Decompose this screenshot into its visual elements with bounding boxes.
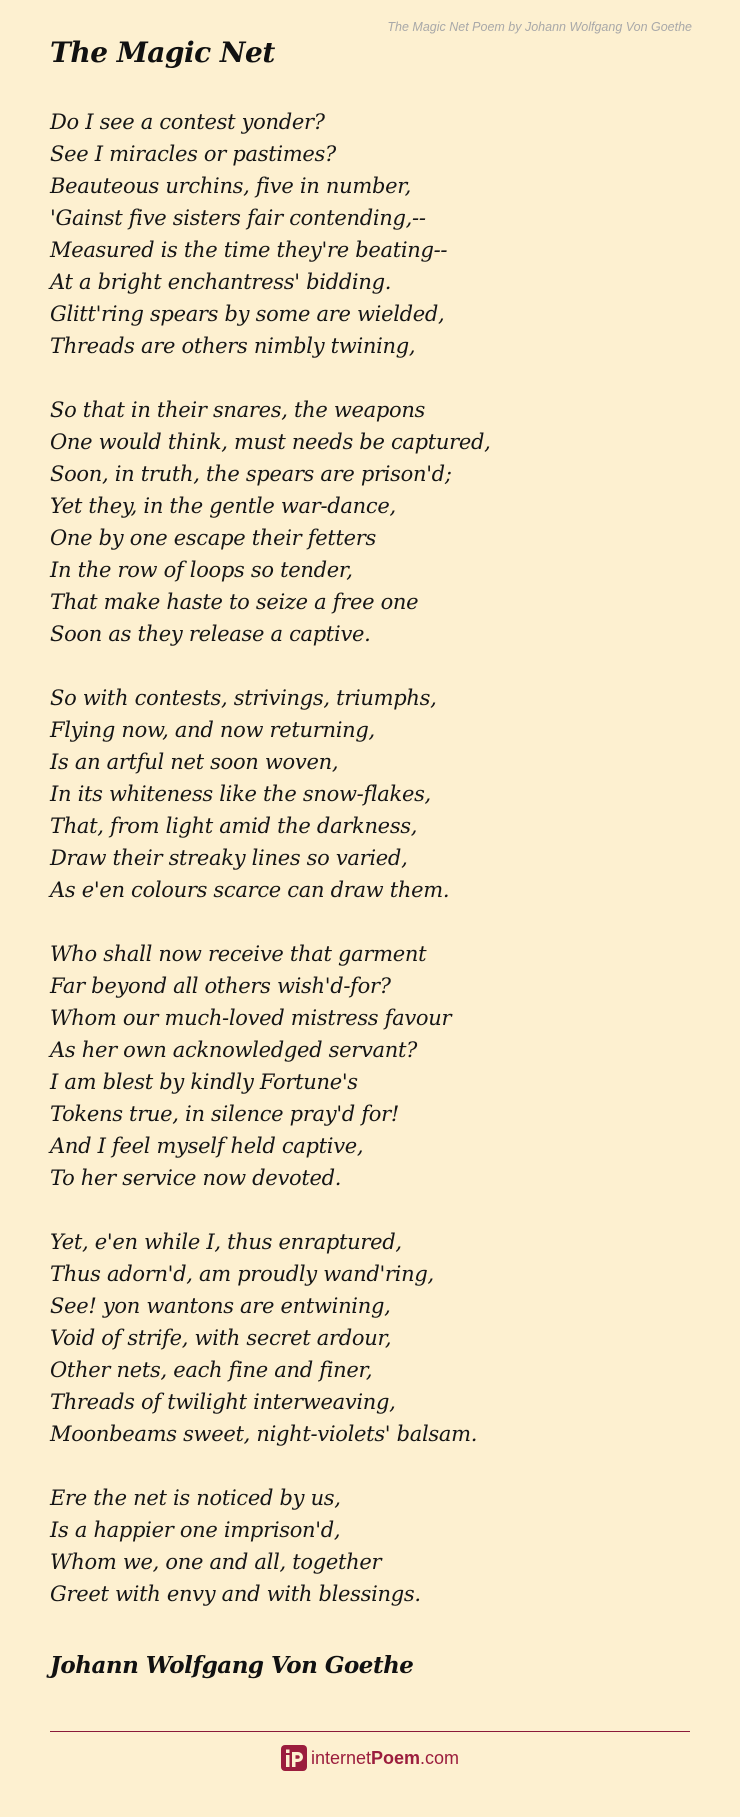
poem-line: One would think, must needs be captured,	[50, 430, 491, 454]
poem-line: 'Gainst five sisters fair contending,--	[50, 206, 426, 230]
poem-credit-header: The Magic Net Poem by Johann Wolfgang Von Goethe	[387, 20, 692, 34]
poem-stanza	[50, 938, 690, 1194]
poem-line: Threads are others nimbly twining,	[50, 334, 416, 358]
poem-line: To her service now devoted.	[50, 1166, 342, 1190]
poem-line: In the row of loops so tender,	[50, 558, 353, 582]
poem-line: Whom our much-loved mistress favour	[50, 1006, 452, 1030]
logo-text-suffix: .com	[420, 1747, 460, 1768]
footer-divider	[50, 1731, 690, 1732]
poem-line: Soon as they release a captive.	[50, 622, 371, 646]
poem-author: Johann Wolfgang Von Goethe	[50, 1652, 414, 1679]
poem-line: And I feel myself held captive,	[50, 1134, 364, 1158]
internetpoem-logo-icon	[281, 1745, 307, 1771]
poem-stanza	[50, 1482, 690, 1610]
poem-line: Ere the net is noticed by us,	[50, 1486, 341, 1510]
poem-line: See I miracles or pastimes?	[50, 142, 336, 166]
poem-line: Soon, in truth, the spears are prison'd;	[50, 462, 452, 486]
poem-line: Tokens true, in silence pray'd for!	[50, 1102, 400, 1126]
poem-line: I am blest by kindly Fortune's	[50, 1070, 358, 1094]
poem-line: As her own acknowledged servant?	[50, 1038, 418, 1062]
internetpoem-logo-link[interactable]	[0, 1743, 740, 1773]
poem-title: The Magic Net	[50, 36, 275, 69]
poem-line: Is an artful net soon woven,	[50, 750, 339, 774]
poem-line: Flying now, and now returning,	[50, 718, 375, 742]
poem-line: So with contests, strivings, triumphs,	[50, 686, 437, 710]
poem-stanza	[50, 682, 690, 906]
poem-line: That make haste to seize a free one	[50, 590, 419, 614]
poem-line: Who shall now receive that garment	[50, 942, 427, 966]
logo-text-bold: Poem	[371, 1747, 421, 1768]
internetpoem-logo-text	[311, 1748, 459, 1769]
poem-body	[50, 106, 690, 1642]
poem-line: At a bright enchantress' bidding.	[50, 270, 392, 294]
poem-line: Threads of twilight interweaving,	[50, 1390, 396, 1414]
poem-line: Is a happier one imprison'd,	[50, 1518, 341, 1542]
poem-line: One by one escape their fetters	[50, 526, 376, 550]
poem-line: See! yon wantons are entwining,	[50, 1294, 391, 1318]
poem-line: So that in their snares, the weapons	[50, 398, 426, 422]
poem-line: Yet, e'en while I, thus enraptured,	[50, 1230, 402, 1254]
poem-line: Draw their streaky lines so varied,	[50, 846, 408, 870]
poem-line: Void of strife, with secret ardour,	[50, 1326, 392, 1350]
poem-line: Glitt'ring spears by some are wielded,	[50, 302, 445, 326]
poem-line: Beauteous urchins, five in number,	[50, 174, 412, 198]
poem-line: Thus adorn'd, am proudly wand'ring,	[50, 1262, 434, 1286]
poem-line: That, from light amid the darkness,	[50, 814, 418, 838]
poem-line: Moonbeams sweet, night-violets' balsam.	[50, 1422, 478, 1446]
poem-line: Do I see a contest yonder?	[50, 110, 325, 134]
poem-line: Measured is the time they're beating--	[50, 238, 448, 262]
poem-line: In its whiteness like the snow-flakes,	[50, 782, 431, 806]
logo-text-prefix: internet	[310, 1747, 371, 1768]
poem-line: Whom we, one and all, together	[50, 1550, 382, 1574]
poem-stanza	[50, 1226, 690, 1450]
poem-stanza	[50, 394, 690, 650]
poem-line: As e'en colours scarce can draw them.	[50, 878, 450, 902]
poem-line: Far beyond all others wish'd-for?	[50, 974, 391, 998]
poem-stanza	[50, 106, 690, 362]
poem-line: Other nets, each fine and finer,	[50, 1358, 373, 1382]
poem-line: Greet with envy and with blessings.	[50, 1582, 421, 1606]
poem-line: Yet they, in the gentle war-dance,	[50, 494, 396, 518]
